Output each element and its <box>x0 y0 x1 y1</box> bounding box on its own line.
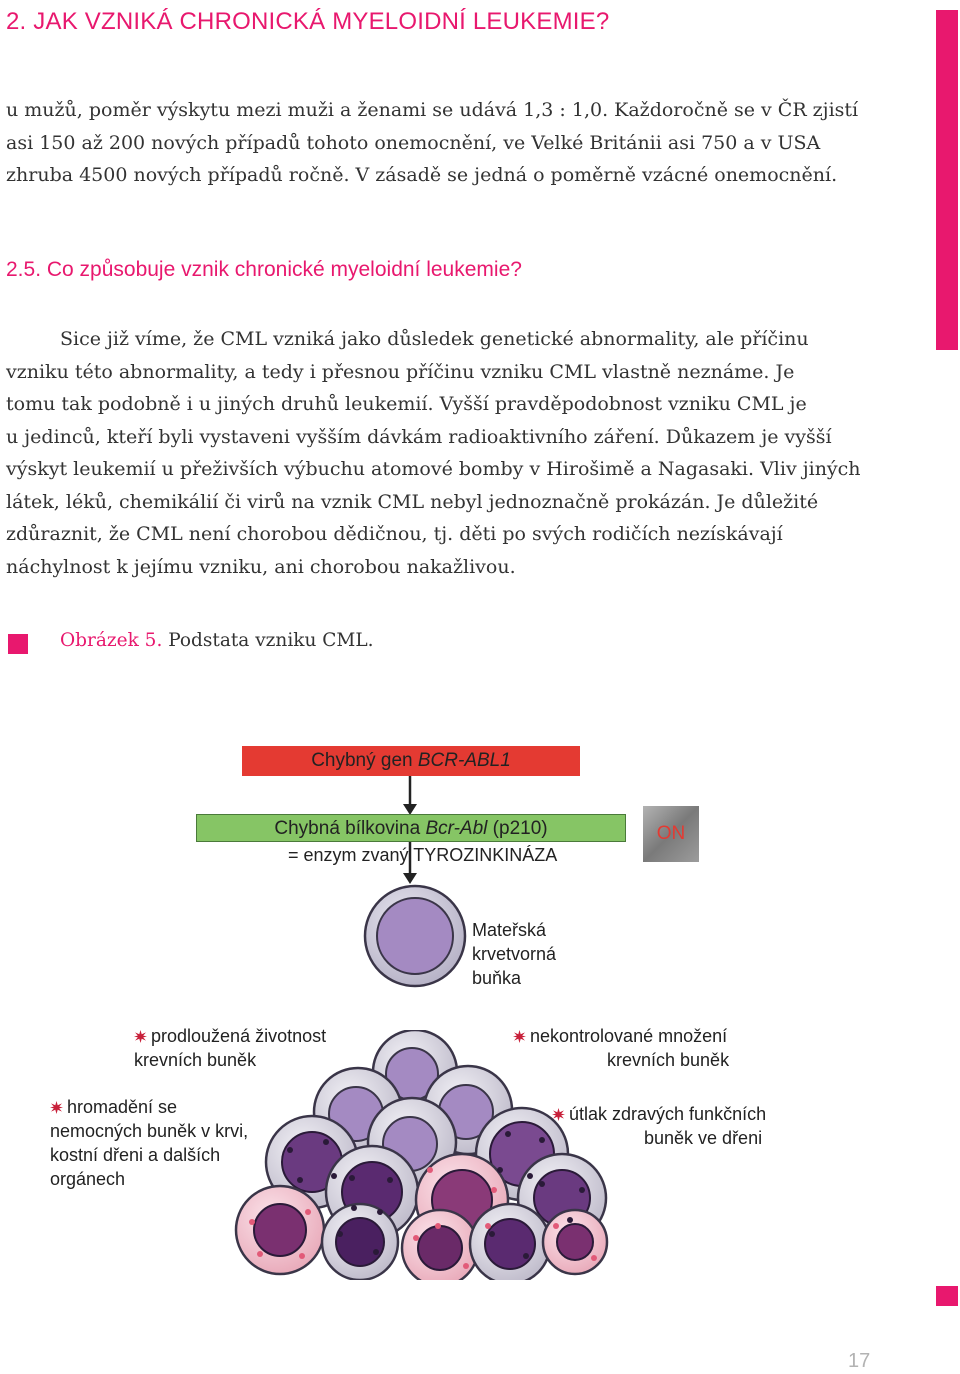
text-line: u jedinců, kteří byli vystaveni vyšším dávkám radioaktivního záření. Důkazem je vyšší <box>6 425 832 448</box>
effect-accumulation <box>50 1095 248 1191</box>
text-line: asi 150 až 200 nových případů tohoto onemocnění, ve Velké Británii asi 750 a v USA <box>6 131 821 154</box>
cell-nucleus <box>377 898 453 974</box>
text-line: krevních buněk <box>607 1050 730 1070</box>
burst-icon <box>50 1101 63 1114</box>
cell-nucleus <box>557 1224 593 1260</box>
text-line: vzniku této abnormality, a tedy i přesnou příčinu vzniku CML vlastně neznáme. Je <box>6 360 795 383</box>
on-switch-icon <box>643 806 699 862</box>
text-line: orgánech <box>50 1169 126 1189</box>
protein-prefix: Chybná bílkovina <box>274 818 426 839</box>
text-line: Mateřská <box>472 920 547 940</box>
gene-prefix: Chybný gen <box>311 750 418 771</box>
gene-name: BCR-ABL1 <box>417 750 511 771</box>
text-line: hromadění se <box>67 1097 178 1117</box>
burst-icon <box>134 1030 147 1043</box>
on-label: ON <box>656 823 686 844</box>
figure-caption-text: Podstata vzniku CML. <box>168 630 374 651</box>
text-line: prodloužená životnost <box>151 1026 327 1046</box>
text-line: látek, léků, chemikálií či virů na vznik CML nebyl jednoznačně prokázán. Je důležité <box>6 490 819 513</box>
text-line: výskyt leukemií u přeživších výbuchu atomové bomby v Hirošimě a Nagasaki. Vliv jiných <box>6 458 861 480</box>
corner-marker <box>936 1286 958 1306</box>
text-line: zhruba 4500 nových případů ročně. V zásadě se jedná o poměrně vzácné onemocnění. <box>6 164 838 186</box>
text-line: nekontrolované množení <box>530 1026 728 1046</box>
cell-nucleus <box>418 1226 462 1270</box>
chapter-heading: 2. JAK VZNIKÁ CHRONICKÁ MYELOIDNÍ LEUKEMIE? <box>6 8 610 35</box>
text-line: kostní dřeni a dalších <box>50 1145 221 1165</box>
text-line: zdůraznit, že CML není chorobou dědičnou, tj. děti po svých rodičích nezískávají <box>6 523 783 545</box>
leukemic-cell-pile <box>230 1030 620 1280</box>
faulty-protein-box <box>196 814 626 842</box>
text-line: buněk ve dřeni <box>644 1128 763 1148</box>
figure-label: Obrázek 5. <box>60 630 163 651</box>
text-line: útlak zdravých funkčních <box>569 1104 767 1124</box>
protein-name: Bcr-Abl <box>425 818 488 839</box>
protein-suffix: (p210) <box>487 818 548 839</box>
stem-cell <box>360 880 470 992</box>
text-line: krvetvorná <box>472 944 557 964</box>
text-line: u mužů, poměr výskytu mezi muži a ženami se udává 1,3 : 1,0. Každoročně se v ČR zjistí <box>6 99 859 121</box>
cell-nucleus <box>485 1219 535 1269</box>
text-line: nemocných buněk v krvi, <box>50 1121 249 1141</box>
text-line: krevních buněk <box>134 1050 257 1070</box>
stem-cell-label <box>472 918 556 990</box>
text-line: tomu tak podobně i u jiných druhů leukemií. Vyšší pravděpodobnost vzniku CML je <box>6 393 807 415</box>
enzyme-text: = enzym zvaný TYROZINKINÁZA <box>288 845 558 865</box>
cell-group <box>236 1030 607 1280</box>
cell-nucleus <box>254 1204 306 1256</box>
page-number: 17 <box>848 1350 871 1372</box>
section-heading: 2.5. Co způsobuje vznik chronické myeloidní leukemie? <box>6 258 522 281</box>
text-line: Sice již víme, že CML vzniká jako důsledek genetické abnormality, ale příčinu <box>60 328 809 350</box>
cell-nucleus <box>336 1218 384 1266</box>
text-line: náchylnost k jejímu vzniku, ani chorobou nakažlivou. <box>6 555 516 578</box>
text-line: buňka <box>472 968 522 988</box>
